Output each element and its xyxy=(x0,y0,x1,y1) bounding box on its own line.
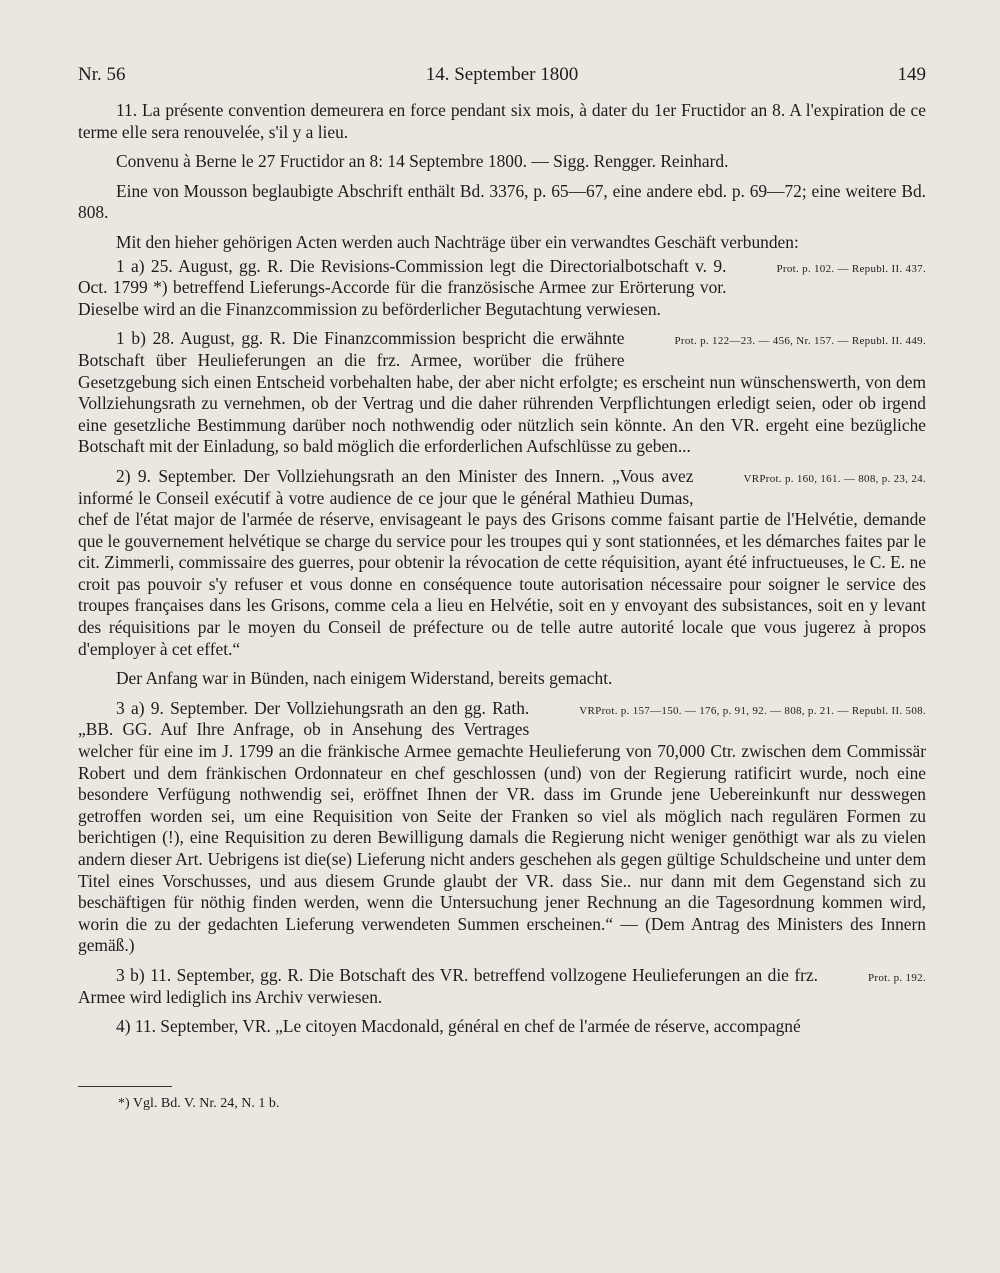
paragraph-text: 4) 11. September, VR. „Le citoyen Macdonald, général en chef de l'armée de réserve, accompagné xyxy=(116,1016,801,1037)
page-number: 149 xyxy=(897,64,926,85)
paragraph-text: Der Anfang war in Bünden, nach einigem Widerstand, bereits gemacht. xyxy=(116,668,613,689)
source-reference: Prot. p. 192. xyxy=(868,971,926,984)
paragraph-8 xyxy=(78,668,926,690)
paragraph-text: Convenu à Berne le 27 Fructidor an 8: 14 Septembre 1800. — Sigg. Rengger. Reinhard. xyxy=(116,151,729,172)
source-reference: Prot. p. 122—23. — 456, Nr. 157. — Republ. II. 449. xyxy=(674,335,926,348)
paragraph-5 xyxy=(78,256,926,321)
paragraph-6 xyxy=(78,328,926,458)
footnote-divider xyxy=(78,1086,172,1087)
paragraph-1 xyxy=(78,100,926,143)
page-date: 14. September 1800 xyxy=(425,64,579,85)
paragraph-text: 1 b) 28. August, gg. R. Die Finanzcommission bespricht die erwähnte Botschaft über Heulieferungen an die frz. Armee, worüber die frühere Gesetzgebung sich einen Entscheid vorbehalten habe, der aber nicht erfolgte; es erscheint nun wünschenswerth, von dem Vollziehungsrath zu vernehmen, ob der Vertrag und die daher rührenden Verpflichtungen erledigt seien, oder ob irgend eine gesetzliche Bestimmung darüber noch nothwendig oder nützlich sein könnte. An den VR. ergeht eine bezügliche Botschaft mit der Einladung, so bald möglich die erforderlichen Aufschlüsse zu geben... xyxy=(78,328,926,457)
paragraph-text: 2) 9. September. Der Vollziehungsrath an den Minister des Innern. „Vous avez informé le Conseil exécutif à votre audience de ce jour que le général Mathieu Dumas, chef de l'état major de l'armée de réserve, envisageant le pays des Grisons comme faisant partie de l'Helvétie, demande que le gouvernement helvétique se charge du service pour les troupes qui y sont stationnées, et les démarches faites par le cit. Zimmerli, commissaire des guerres, pour obtenir la révocation de cette réquisition, ayant été infructueuses, le C. E. ne croit pas pouvoir s'y refuser et vous donne en conséquence toute autorisation nécessaire pour soigner le service des troupes françaises dans les Grisons, comme cela a lieu en Helvétie, soit en y envoyant des subsistances, soit en y levant des réquisitions par le moyen du Conseil de préfecture ou de telle autre autorité locale que vous jugerez à propos d'employer à cet effet.“ xyxy=(78,465,926,659)
paragraph-text: 11. La présente convention demeurera en force pendant six mois, à dater du 1er Fructidor an 8. A l'expiration de ce terme elle sera renouvelée, s'il y a lieu. xyxy=(78,100,926,142)
paragraph-text: 1 a) 25. August, gg. R. Die Revisions-Commission legt die Directorialbotschaft v. 9. Oct. 1799 *) betreffend Lieferungs-Accorde für die französische Armee zur Erörterung vor. Dieselbe wird an die Finanzcommission zu beförderlicher Begutachtung verwiesen. xyxy=(78,255,727,319)
paragraph-2 xyxy=(78,151,926,173)
footnote: *) Vgl. Bd. V. Nr. 24, N. 1 b. xyxy=(118,1096,280,1111)
paragraph-4 xyxy=(78,232,926,254)
paragraph-11 xyxy=(78,1016,926,1038)
paragraph-3 xyxy=(78,181,926,224)
paragraph-text: Mit den hieher gehörigen Acten werden auch Nachträge über ein verwandtes Geschäft verbunden: xyxy=(116,231,799,252)
paragraph-10 xyxy=(78,965,926,1008)
paragraph-text: Eine von Mousson beglaubigte Abschrift enthält Bd. 3376, p. 65—67, eine andere ebd. p. 69—72; eine weitere Bd. 808. xyxy=(78,180,926,223)
page-body xyxy=(78,100,926,1046)
source-reference: VRProt. p. 157—150. — 176, p. 91, 92. — 808, p. 21. — Republ. II. 508. xyxy=(579,704,926,717)
paragraph-7 xyxy=(78,466,926,660)
page-header xyxy=(78,64,926,92)
paragraph-text: 3 a) 9. September. Der Vollziehungsrath an den gg. Rath. „BB. GG. Auf Ihre Anfrage, ob in Ansehung des Vertrages welcher für eine im J. 1799 an die fränkische Armee gemachte Heulieferung von 70,000 Ctr. zwischen dem Commissär Robert und dem fränkischen Ordonnateur en chef geschlossen (und) von der Regierung ratificirt wurde, noch eine besondere Verfügung nothwendig sei, eröffnet Ihnen der VR. dass im Grunde jene Uebereinkunft nur desswegen getroffen worden sei, um eine Requisition von Seite der Franken so viel als möglich nach regulären Formen zu berichtigen (!), eine Requisition zu deren Bewilligung damals die Regierung nicht weniger genöthigt war als zu vielen andern dieser Art. Uebrigens ist die(se) Lieferung nicht anders geschehen als gegen gültige Schuldscheine und unter dem Titel eines Vorschusses, und aus diesem Grunde glaubt der VR. dass Sie.. nur dann mit dem Gegenstand sich zu beschäftigen für nöthig finden werden, wenn die Untersuchung jener Rechnung an die Tagesordnung kommen wird, worin die zu der gedachten Lieferung verwendeten Summen erscheinen.“ — (Dem Antrag des Ministers des Innern gemäß.) xyxy=(78,697,926,956)
paragraph-9 xyxy=(78,698,926,957)
document-number: Nr. 56 xyxy=(78,64,126,85)
source-reference: VRProt. p. 160, 161. — 808, p. 23, 24. xyxy=(743,472,926,485)
paragraph-text: 3 b) 11. September, gg. R. Die Botschaft des VR. betreffend vollzogene Heulieferungen an die frz. Armee wird lediglich ins Archiv verwiesen. xyxy=(78,964,818,1007)
source-reference: Prot. p. 102. — Republ. II. 437. xyxy=(776,262,926,275)
